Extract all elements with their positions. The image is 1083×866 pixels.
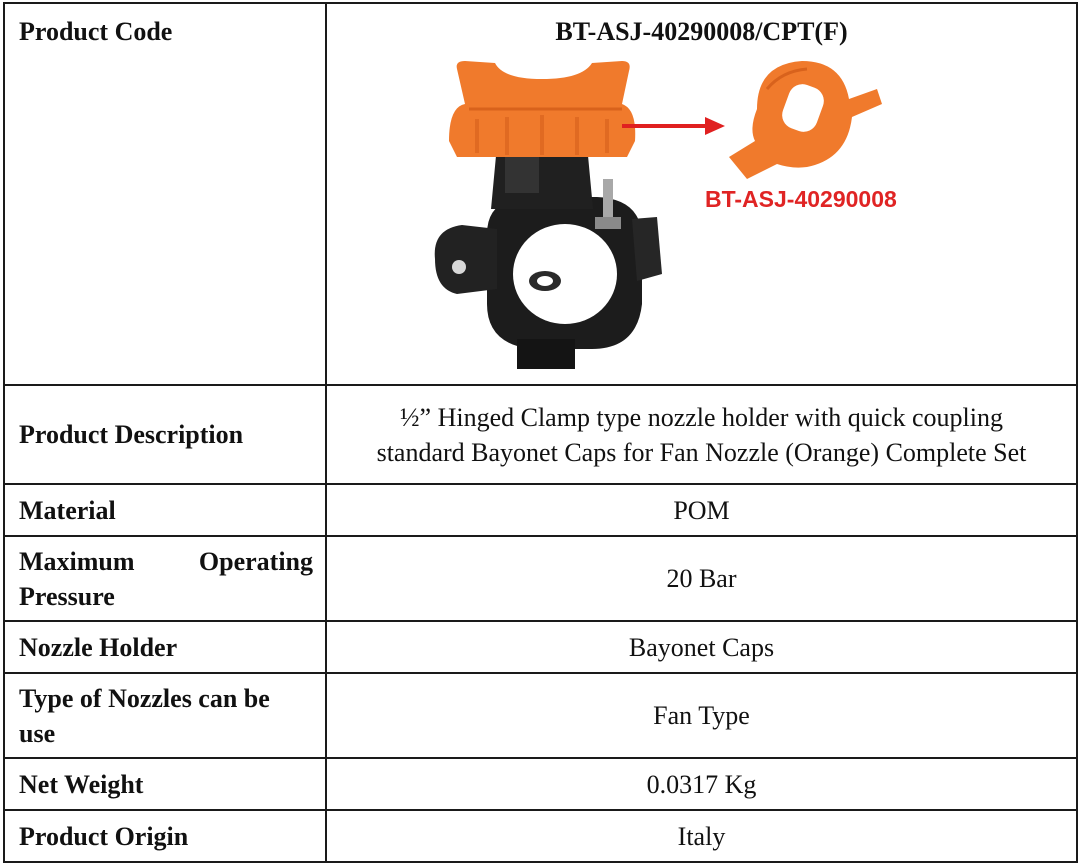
description-line-1: ½” Hinged Clamp type nozzle holder with quick coupling bbox=[400, 402, 1003, 432]
net-weight-value: 0.0317 Kg bbox=[326, 758, 1077, 810]
arrow-icon bbox=[622, 117, 725, 135]
product-description-value bbox=[326, 385, 1077, 484]
row-product-code bbox=[4, 3, 1077, 385]
row-nozzle-holder bbox=[4, 621, 1077, 673]
nozzle-type-label bbox=[4, 673, 326, 758]
max-pressure-label bbox=[4, 536, 326, 621]
row-nozzle-type bbox=[4, 673, 1077, 758]
nozzle-holder-illustration bbox=[435, 61, 662, 369]
net-weight-label: Net Weight bbox=[4, 758, 326, 810]
nozzle-holder-label: Nozzle Holder bbox=[4, 621, 326, 673]
product-origin-value: Italy bbox=[326, 810, 1077, 862]
product-description-label: Product Description bbox=[4, 385, 326, 484]
row-material bbox=[4, 484, 1077, 536]
max-pressure-label-line-2: Pressure bbox=[19, 581, 115, 611]
product-photo bbox=[337, 49, 1083, 369]
max-pressure-value: 20 Bar bbox=[326, 536, 1077, 621]
row-net-weight bbox=[4, 758, 1077, 810]
max-pressure-label-line-1: Maximum Operating bbox=[19, 546, 313, 576]
row-product-description bbox=[4, 385, 1077, 484]
description-line-2: standard Bayonet Caps for Fan Nozzle (Orange) Complete Set bbox=[376, 437, 1027, 467]
product-code-label: Product Code bbox=[4, 3, 326, 385]
row-product-origin bbox=[4, 810, 1077, 862]
row-max-pressure bbox=[4, 536, 1077, 621]
nozzle-holder-value: Bayonet Caps bbox=[326, 621, 1077, 673]
spec-table bbox=[3, 2, 1078, 863]
product-origin-label: Product Origin bbox=[4, 810, 326, 862]
bayonet-cap-illustration bbox=[729, 61, 882, 179]
product-code-value: BT-ASJ-40290008/CPT(F) bbox=[555, 17, 848, 46]
nozzle-type-label-line-1: Type of Nozzles can be bbox=[19, 683, 270, 713]
nozzle-type-value: Fan Type bbox=[326, 673, 1077, 758]
material-value: POM bbox=[326, 484, 1077, 536]
material-label: Material bbox=[4, 484, 326, 536]
cap-code-caption: BT-ASJ-40290008 bbox=[705, 186, 897, 212]
nozzle-type-label-line-2: use bbox=[19, 718, 56, 748]
product-image-area bbox=[337, 49, 1066, 369]
product-code-cell bbox=[326, 3, 1077, 385]
